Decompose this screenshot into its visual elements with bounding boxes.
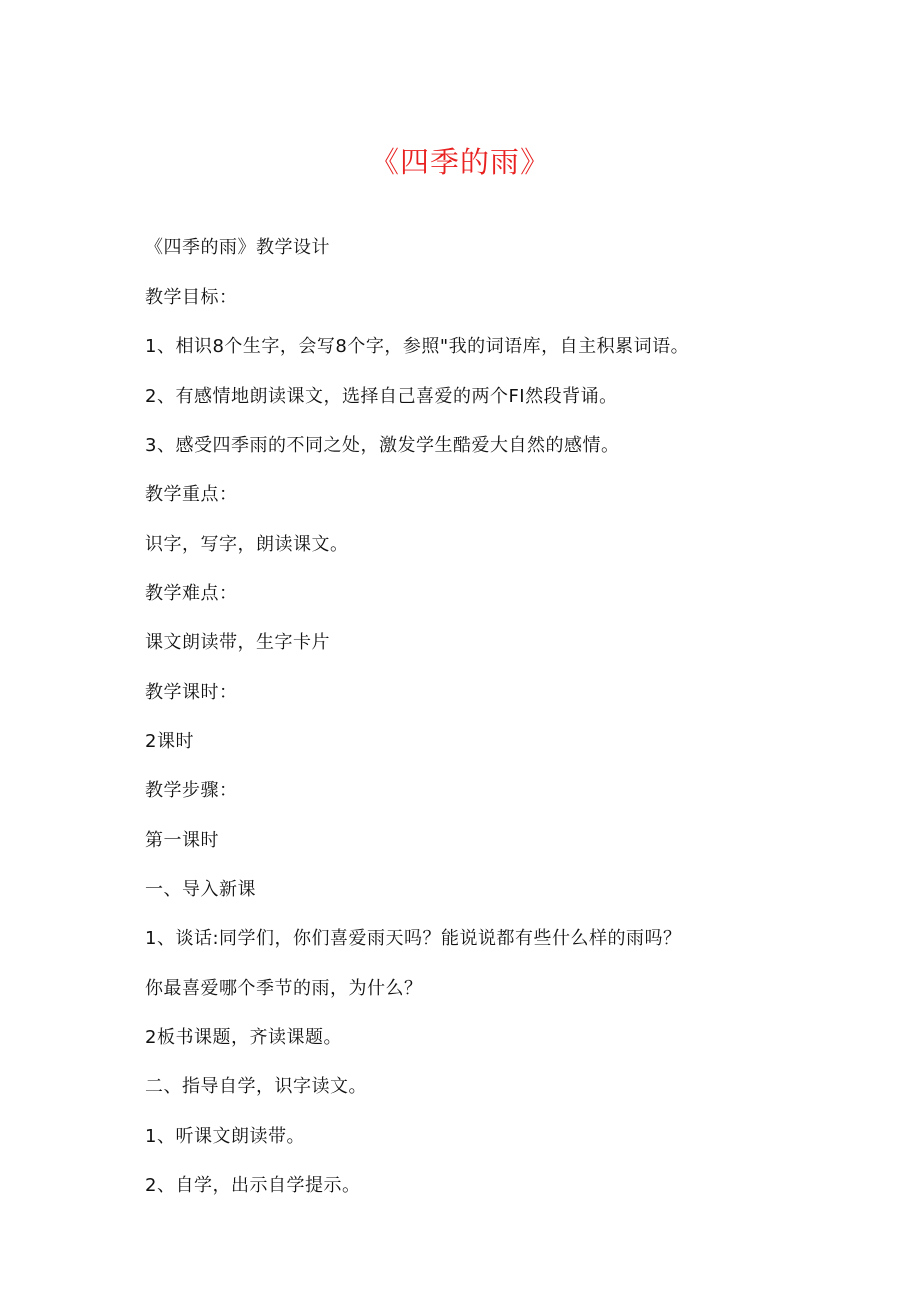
- document-line: 3、感受四季雨的不同之处，激发学生酷爱大自然的感情。: [145, 435, 620, 456]
- document-line: 你最喜爱哪个季节的雨，为什么？: [145, 978, 423, 999]
- document-line: 教学步骤：: [145, 780, 238, 801]
- document-line: 识字，写字，朗读课文。: [145, 534, 349, 555]
- document-line: 第一课时: [145, 830, 219, 851]
- document-line: 二、指导自学，识字读文。: [145, 1076, 367, 1097]
- document-line: 教学重点：: [145, 484, 238, 505]
- document-line: 2、有感情地朗读课文，选择自己喜爱的两个FI然段背诵。: [145, 386, 618, 407]
- document-line: 《四季的雨》教学设计: [145, 237, 330, 258]
- document-line: 2、自学，出示自学提示。: [145, 1175, 361, 1196]
- document-line: 教学目标：: [145, 287, 238, 308]
- document-line: 1、听课文朗读带。: [145, 1126, 305, 1147]
- document-line: 2课时: [145, 731, 194, 752]
- document-line: 教学课时：: [145, 682, 238, 703]
- document-line: 教学难点：: [145, 583, 238, 604]
- document-line: 课文朗读带，生字卡片: [145, 632, 330, 653]
- document-line: 1、谈话:同学们，你们喜爱雨天吗？能说说都有些什么样的雨吗？: [145, 928, 682, 949]
- document-title: 《四季的雨》: [369, 145, 550, 179]
- document-line: 一、导入新课: [145, 879, 256, 900]
- document-line: 1、相识8个生字，会写8个字，参照"我的词语库，自主积累词语。: [145, 336, 690, 357]
- document-line: 2板书课题，齐读课题。: [145, 1027, 342, 1048]
